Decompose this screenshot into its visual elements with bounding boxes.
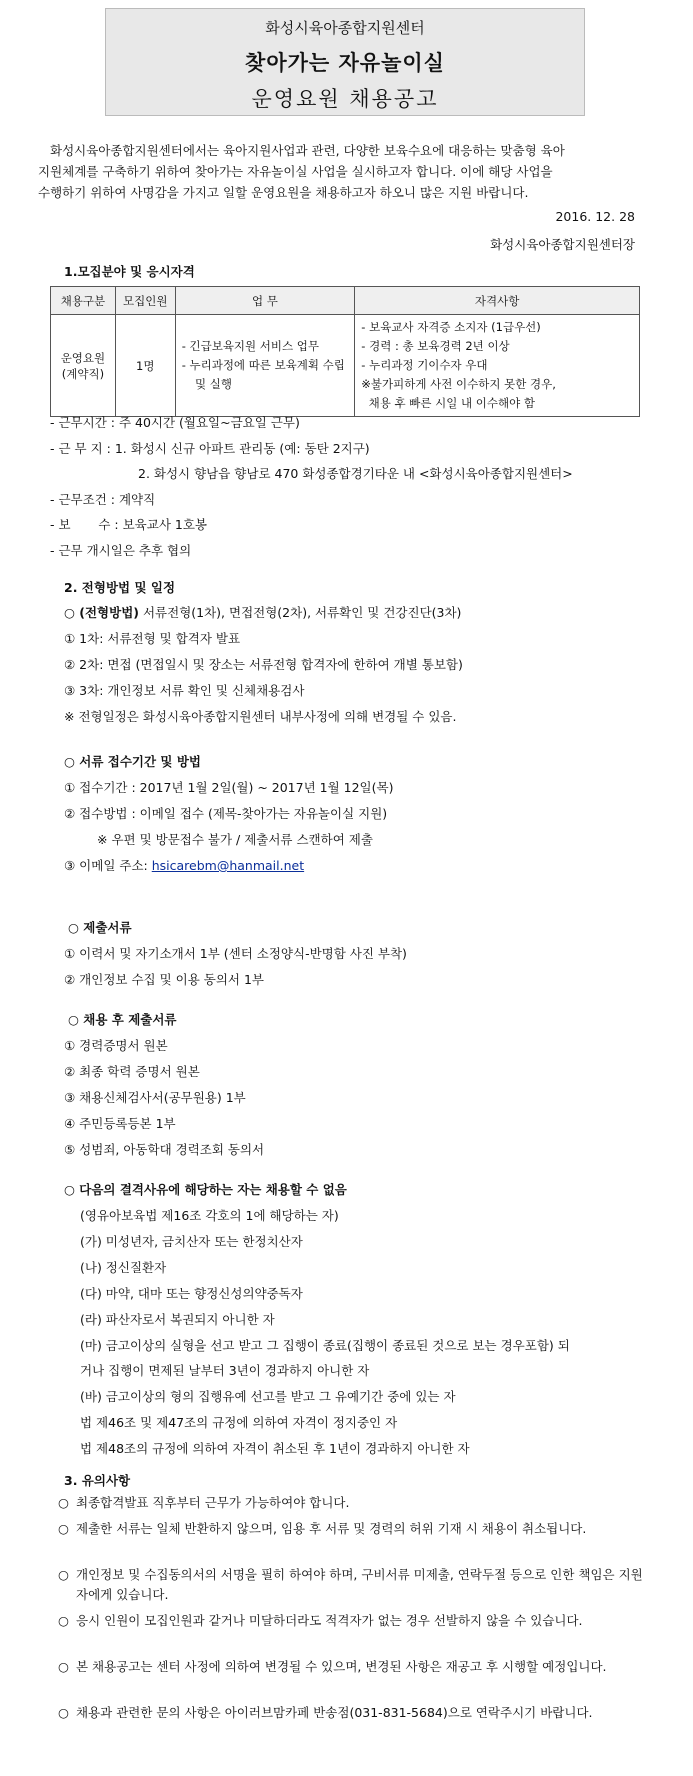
duty-item: - 긴급보육지원 서비스 업무 bbox=[181, 339, 320, 353]
disq-title: ○ 다음의 결격사유에 해당하는 자는 채용할 수 없음 bbox=[64, 1182, 347, 1197]
intro-line-1: 화성시육아종합지원센터에서는 육아지원사업과 관련, 다양한 보육수요에 대응하는 맞춤형 육아 bbox=[50, 143, 565, 158]
method-line bbox=[64, 603, 461, 621]
bullet: ○ bbox=[58, 1659, 69, 1674]
disq-item: 법 제48조의 규정에 의하여 자격이 취소된 후 1년이 경과하지 아니한 자 bbox=[80, 1441, 470, 1456]
receipt-period: ① 접수기간 : 2017년 1월 2일(월) ~ 2017년 1월 12일(목) bbox=[64, 780, 394, 795]
receipt-title: ○ 서류 접수기간 및 방법 bbox=[64, 754, 201, 769]
disq-item: (마) 금고이상의 실형을 선고 받고 그 집행이 종료(집행이 종료된 것으로 보는 경우포함) 되 bbox=[80, 1338, 570, 1353]
schedule-note: ※ 전형일정은 화성시육아종합지원센터 내부사정에 의해 변경될 수 있음. bbox=[64, 709, 457, 724]
page-title: 찾아가는 자유놀이실 bbox=[245, 51, 445, 75]
after-item: ① 경력증명서 원본 bbox=[64, 1038, 168, 1053]
qualification-item: - 경력 : 총 보육경력 2년 이상 bbox=[361, 339, 510, 353]
method-label: ○ (전형방법) bbox=[64, 605, 139, 620]
duty-item: - 누리과정에 따른 보육계획 수립 bbox=[181, 358, 345, 372]
bullet: ○ bbox=[58, 1705, 69, 1720]
signer: 화성시육아종합지원센터장 bbox=[490, 237, 635, 252]
work-location-2: 2. 화성시 향남읍 향남로 470 화성종합경기타운 내 <화성시육아종합지원센터> bbox=[138, 466, 573, 481]
notice-item: 응시 인원이 모집인원과 같거나 미달하더라도 적격자가 없는 경우 선발하지 않을 수 있습니다. bbox=[76, 1613, 583, 1628]
duties-cell bbox=[175, 315, 355, 417]
intro-line-2: 지원체계를 구축하기 위하여 찾아가는 자유놀이실 사업을 실시하고자 합니다. 이에 해당 사업을 bbox=[38, 164, 553, 179]
title-box bbox=[105, 8, 585, 116]
email-label: ③ 이메일 주소: bbox=[64, 858, 148, 873]
receipt-note: ※ 우편 및 방문접수 불가 / 제출서류 스캔하여 제출 bbox=[97, 832, 373, 847]
duty-item: 및 실행 bbox=[187, 377, 232, 391]
salary: - 보 수 : 보육교사 1호봉 bbox=[50, 517, 207, 532]
email-link[interactable]: hsicarebm@hanmail.net bbox=[151, 858, 305, 873]
qualification-item: ※불가피하게 사전 이수하지 못한 경우, bbox=[361, 377, 556, 391]
recruit-table bbox=[50, 286, 640, 417]
disq-item: 법 제46조 및 제47조의 규정에 의하여 자격이 정지중인 자 bbox=[80, 1415, 398, 1430]
qualification-item: - 누리과정 기이수자 우대 bbox=[361, 358, 488, 372]
section-1-title: 1.모집분야 및 응시자격 bbox=[64, 264, 195, 279]
step-3: ③ 3차: 개인정보 서류 확인 및 신체채용검사 bbox=[64, 683, 305, 698]
table-header: 모집인원 bbox=[115, 287, 175, 315]
receipt-method: ② 접수방법 : 이메일 접수 (제목-찾아가는 자유놀이실 지원) bbox=[64, 806, 388, 821]
intro-line-3: 수행하기 위하여 사명감을 가지고 일할 운영요원을 채용하고자 하오니 많은 지원 바랍니다. bbox=[38, 185, 529, 200]
after-item: ② 최종 학력 증명서 원본 bbox=[64, 1064, 200, 1079]
bullet: ○ bbox=[58, 1495, 69, 1510]
notice-item: 본 채용공고는 센터 사정에 의하여 변경될 수 있으며, 변경된 사항은 재공고 후 시행할 예정입니다. bbox=[76, 1659, 607, 1674]
notice-item: 제출한 서류는 일체 반환하지 않으며, 임용 후 서류 및 경력의 허위 기재 시 채용이 취소됩니다. bbox=[76, 1521, 587, 1536]
disq-item: 거나 집행이 면제된 날부터 3년이 경과하지 아니한 자 bbox=[80, 1363, 370, 1378]
qualifications-cell bbox=[355, 315, 640, 417]
notice-item: 개인정보 및 수집동의서의 서명을 필히 하여야 하며, 구비서류 미제출, 연락두절 등으로 인한 책임은 지원자에게 있습니다. bbox=[76, 1567, 643, 1602]
notice-item: 최종합격발표 직후부터 근무가 가능하여야 합니다. bbox=[76, 1495, 350, 1510]
bullet: ○ bbox=[58, 1567, 69, 1582]
disq-item: (나) 정신질환자 bbox=[80, 1260, 167, 1275]
email-line bbox=[64, 856, 304, 874]
step-1: ① 1차: 서류전형 및 합격자 발표 bbox=[64, 631, 241, 646]
after-item: ③ 채용신체검사서(공무원용) 1부 bbox=[64, 1090, 246, 1105]
section-2-title: 2. 전형방법 및 일정 bbox=[64, 580, 176, 595]
work-location: - 근 무 지 : 1. 화성시 신규 아파트 관리동 (예: 동탄 2지구) bbox=[50, 441, 370, 456]
disq-item: (영유아보육법 제16조 각호의 1에 해당하는 자) bbox=[80, 1208, 339, 1223]
qualification-item: - 보육교사 자격증 소지자 (1급우선) bbox=[361, 320, 541, 334]
disq-item: (바) 금고이상의 형의 집행유예 선고를 받고 그 유예기간 중에 있는 자 bbox=[80, 1389, 456, 1404]
section-3-title: 3. 유의사항 bbox=[64, 1473, 131, 1488]
employment-type: 운영요원 (계약직) bbox=[51, 315, 116, 417]
table-header-row bbox=[51, 287, 640, 315]
table-row bbox=[51, 315, 640, 417]
page-subtitle: 운영요원 채용공고 bbox=[251, 87, 439, 111]
step-2: ② 2차: 면접 (면접일시 및 장소는 서류전형 합격자에 한하여 개별 통보함) bbox=[64, 657, 463, 672]
table-header: 업 무 bbox=[175, 287, 355, 315]
after-item: ④ 주민등록등본 1부 bbox=[64, 1116, 176, 1131]
disq-item: (가) 미성년자, 금치산자 또는 한정치산자 bbox=[80, 1234, 303, 1249]
disq-item: (다) 마약, 대마 또는 향정신성의약중독자 bbox=[80, 1286, 303, 1301]
recruit-count: 1명 bbox=[115, 315, 175, 417]
table-header: 채용구분 bbox=[51, 287, 116, 315]
bullet: ○ bbox=[58, 1613, 69, 1628]
doc-item: ① 이력서 및 자기소개서 1부 (센터 소정양식-반명함 사진 부착) bbox=[64, 946, 407, 961]
after-item: ⑤ 성범죄, 아동학대 경력조회 동의서 bbox=[64, 1142, 265, 1157]
start-date: - 근무 개시일은 추후 협의 bbox=[50, 543, 192, 558]
work-condition: - 근무조건 : 계약직 bbox=[50, 492, 156, 507]
docs-title: ○ 제출서류 bbox=[68, 920, 132, 935]
notice-date: 2016. 12. 28 bbox=[555, 209, 635, 224]
doc-item: ② 개인정보 수집 및 이용 동의서 1부 bbox=[64, 972, 264, 987]
disq-item: (라) 파산자로서 복권되지 아니한 자 bbox=[80, 1312, 275, 1327]
method-text: 서류전형(1차), 면접전형(2차), 서류확인 및 건강진단(3차) bbox=[139, 605, 462, 620]
org-name: 화성시육아종합지원센터 bbox=[265, 19, 425, 37]
table-header: 자격사항 bbox=[355, 287, 640, 315]
notice-item: 채용과 관련한 문의 사항은 아이러브맘카페 반송점(031-831-5684)으로 연락주시기 바랍니다. bbox=[76, 1705, 593, 1720]
qualification-item: 채용 후 빠른 시일 내 이수해야 함 bbox=[361, 396, 535, 410]
after-title: ○ 채용 후 제출서류 bbox=[68, 1012, 177, 1027]
bullet: ○ bbox=[58, 1521, 69, 1536]
work-hours: - 근무시간 : 주 40시간 (월요일~금요일 근무) bbox=[50, 415, 300, 430]
